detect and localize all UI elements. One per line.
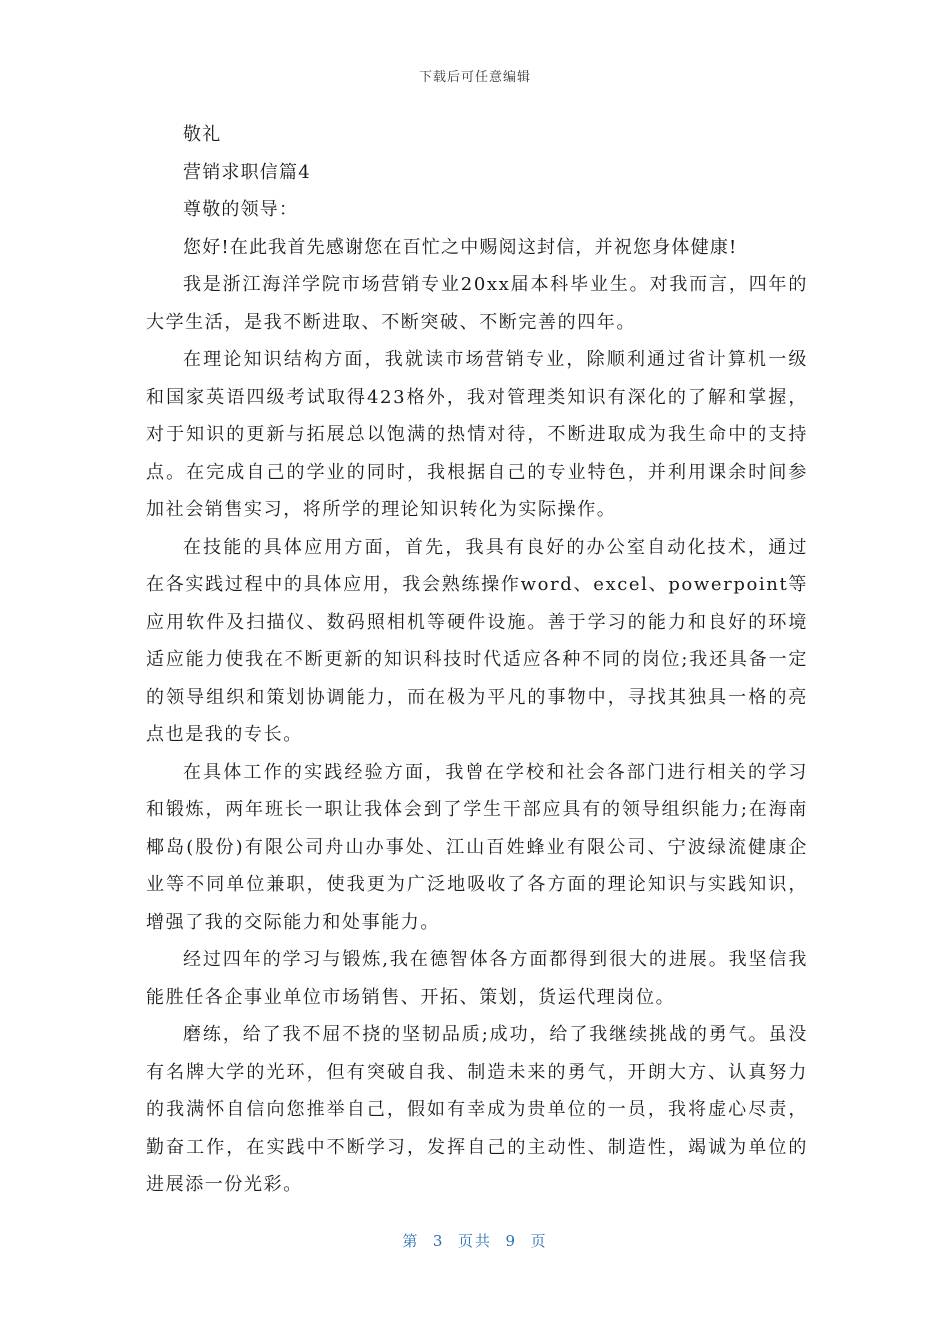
salutation: 尊敬的领导： (183, 199, 299, 220)
paragraph-intro: 我是浙江海洋学院市场营销专业20xx届本科毕业生。对我而言，四年的大学生活，是我不断进取、不断突破、不断完善的四年。 (146, 274, 808, 333)
greeting: 您好!在此我首先感谢您在百忙之中赐阅这封信，并祝您身体健康! (183, 236, 738, 258)
section-title: 营销求职信篇4 (183, 161, 311, 183)
paragraph-summary: 经过四年的学习与锻炼,我在德智体各方面都得到很大的进展。我坚信我能胜任各企事业单位市场销售、开拓、策划，货运代理岗位。 (146, 949, 808, 1008)
paragraph-skills: 在技能的具体应用方面，首先，我具有良好的办公室自动化技术，通过在各实践过程中的具体应用，我会熟练操作word、excel、powerpoint等应用软件及扫描仪、数码照相机等硬件设施。善于学习的能力和良好的环境适应能力使我在不断更新的知识科技时代适应各种不同的岗位;我还具备一定的领导组织和策划协调能力，而在极为平凡的事物中，寻找其独具一格的亮点也是我的专长。 (146, 536, 808, 745)
letter-body (146, 116, 808, 1204)
closing-line: 敬礼 (183, 124, 222, 145)
page-header-note: 下载后可任意编辑 (418, 70, 531, 85)
page-number: 第 3 页共 9 页 (402, 1232, 548, 1250)
paragraph-theory: 在理论知识结构方面，我就读市场营销专业，除顺利通过省计算机一级和国家英语四级考试取得423格外，我对管理类知识有深化的了解和掌握，对于知识的更新与拓展总以饱满的热情对待，不断进取成为我生命中的支持点。在完成自己的学业的同时，我根据自己的专业特色，并利用课余时间参加社会销售实习，将所学的理论知识转化为实际操作。 (146, 349, 808, 520)
paragraph-closing: 磨练，给了我不屈不挠的坚韧品质;成功，给了我继续挑战的勇气。虽没有名牌大学的光环，但有突破自我、制造未来的勇气，开朗大方、认真努力的我满怀自信向您推举自己，假如有幸成为贵单位的一员，我将虚心尽责，勤奋工作，在实践中不断学习，发挥自己的主动性、制造性，竭诚为单位的进展添一份光彩。 (146, 1024, 808, 1195)
paragraph-experience: 在具体工作的实践经验方面，我曾在学校和社会各部门进行相关的学习和锻炼，两年班长一职让我体会到了学生干部应具有的领导组织能力;在海南椰岛(股份)有限公司舟山办事处、江山百姓蜂业有限公司、宁波绿流健康企业等不同单位兼职，使我更为广泛地吸收了各方面的理论知识与实践知识，增强了我的交际能力和处事能力。 (146, 761, 808, 933)
